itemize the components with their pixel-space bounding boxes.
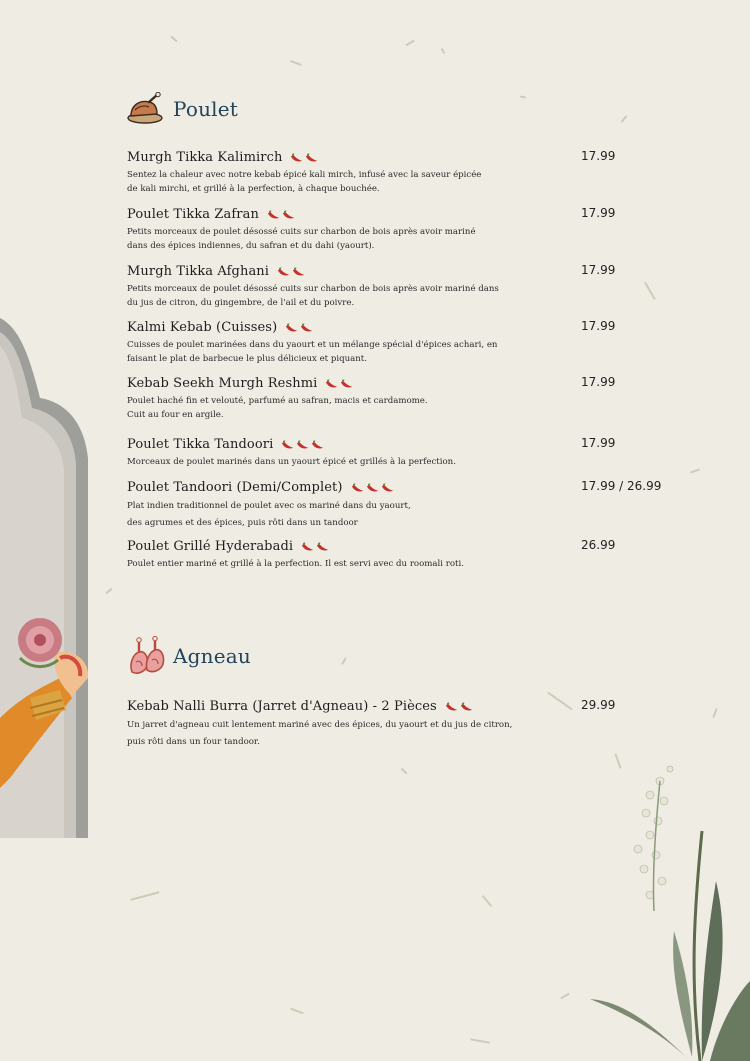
menu-item — [127, 477, 667, 532]
chili-pepper-icon — [290, 148, 303, 167]
description-line: Petits morceaux de poulet désossé cuits sur charbon de bois après avoir mariné dans — [127, 284, 499, 294]
item-price: 17.99 — [581, 436, 616, 450]
menu-item — [127, 696, 667, 751]
chili-rating — [285, 318, 313, 337]
chili-pepper-icon — [311, 435, 324, 454]
chili-pepper-icon — [381, 478, 394, 497]
chili-pepper-icon — [316, 537, 329, 556]
chili-pepper-icon — [340, 374, 353, 393]
description-line: Poulet entier mariné et grillé à la perfection. Il est servi avec du roomali roti. — [127, 559, 464, 569]
description-line: Cuisses de poulet marinées dans du yaourt et un mélange spécial d'épices achari, en — [127, 340, 498, 350]
lamb-ribs-icon — [127, 636, 167, 676]
item-price: 26.99 — [581, 538, 616, 552]
menu-item — [127, 261, 667, 310]
menu-item — [127, 147, 667, 196]
chili-rating — [445, 697, 473, 716]
section-title: Poulet — [173, 97, 239, 121]
plant-decoration-icon — [590, 761, 750, 1061]
chili-rating — [290, 148, 318, 167]
chili-pepper-icon — [296, 435, 309, 454]
chili-rating — [281, 435, 324, 454]
description-line: Un jarret d'agneau cuit lentement mariné avec des épices, du yaourt et du jus de citron, — [127, 720, 513, 730]
chili-pepper-icon — [460, 697, 473, 716]
item-name: Poulet Tikka Tandoori — [127, 437, 274, 452]
chili-rating — [351, 478, 394, 497]
chili-pepper-icon — [267, 205, 280, 224]
chili-pepper-icon — [325, 374, 338, 393]
description-line: Poulet haché fin et velouté, parfumé au safran, macis et cardamome. — [127, 396, 428, 406]
chili-pepper-icon — [282, 205, 295, 224]
item-price: 17.99 — [581, 149, 616, 163]
description-line: du jus de citron, du gingembre, de l'ail et du poivre. — [127, 298, 355, 308]
chili-pepper-icon — [300, 318, 313, 337]
menu-item — [127, 536, 667, 571]
item-name: Poulet Tandoori (Demi/Complet) — [127, 480, 343, 495]
chili-rating — [301, 537, 329, 556]
item-price: 17.99 — [581, 206, 616, 220]
chili-rating — [277, 262, 305, 281]
item-description — [127, 394, 547, 422]
description-line: Cuit au four en argile. — [127, 410, 224, 420]
item-price: 17.99 — [581, 319, 616, 333]
chili-pepper-icon — [285, 318, 298, 337]
item-description — [127, 338, 547, 366]
section-heading-poulet — [127, 92, 238, 126]
item-name: Murgh Tikka Afghani — [127, 264, 270, 279]
chili-pepper-icon — [351, 478, 364, 497]
item-price: 29.99 — [581, 698, 616, 712]
description-line: dans des épices indiennes, du safran et du dahi (yaourt). — [127, 241, 375, 251]
chili-pepper-icon — [277, 262, 290, 281]
chili-pepper-icon — [366, 478, 379, 497]
menu-item — [127, 373, 667, 422]
item-description — [127, 282, 547, 310]
chili-pepper-icon — [301, 537, 314, 556]
item-description — [127, 498, 547, 532]
description-line: Plat indien traditionnel de poulet avec os mariné dans du yaourt, — [127, 501, 411, 511]
item-description — [127, 225, 547, 253]
chili-pepper-icon — [281, 435, 294, 454]
item-name: Kalmi Kebab (Cuisses) — [127, 320, 278, 335]
menu-item — [127, 434, 667, 469]
menu-item — [127, 317, 667, 366]
chili-pepper-icon — [445, 697, 458, 716]
section-heading-agneau — [127, 636, 251, 676]
item-name: Poulet Grillé Hyderabadi — [127, 539, 294, 554]
item-description — [127, 717, 557, 751]
description-line: Morceaux de poulet marinés dans un yaourt épicé et grillés à la perfection. — [127, 457, 456, 467]
description-line: puis rôti dans un four tandoor. — [127, 737, 260, 747]
section-title: Agneau — [173, 644, 251, 668]
arch-decoration-icon — [0, 318, 90, 838]
item-description — [127, 557, 547, 571]
chili-pepper-icon — [292, 262, 305, 281]
item-name: Kebab Nalli Burra (Jarret d'Agneau) - 2 Pièces — [127, 699, 437, 714]
item-name: Murgh Tikka Kalimirch — [127, 150, 283, 165]
roast-chicken-icon — [127, 92, 167, 126]
description-line: faisant le plat de barbecue le plus délicieux et piquant. — [127, 354, 367, 364]
item-price: 17.99 — [581, 263, 616, 277]
description-line: des agrumes et des épices, puis rôti dans un tandoor — [127, 518, 358, 528]
menu-item — [127, 204, 667, 253]
description-line: de kali mirchi, et grillé à la perfection, à chaque bouchée. — [127, 184, 380, 194]
item-price: 17.99 — [581, 375, 616, 389]
chili-rating — [325, 374, 353, 393]
description-line: Petits morceaux de poulet désossé cuits sur charbon de bois après avoir mariné — [127, 227, 476, 237]
item-name: Poulet Tikka Zafran — [127, 207, 259, 222]
chili-pepper-icon — [305, 148, 318, 167]
item-name: Kebab Seekh Murgh Reshmi — [127, 376, 318, 391]
chili-rating — [267, 205, 295, 224]
item-description — [127, 455, 547, 469]
item-price: 17.99 / 26.99 — [581, 479, 662, 493]
description-line: Sentez la chaleur avec notre kebab épicé kali mirch, infusé avec la saveur épicée — [127, 170, 482, 180]
item-description — [127, 168, 547, 196]
